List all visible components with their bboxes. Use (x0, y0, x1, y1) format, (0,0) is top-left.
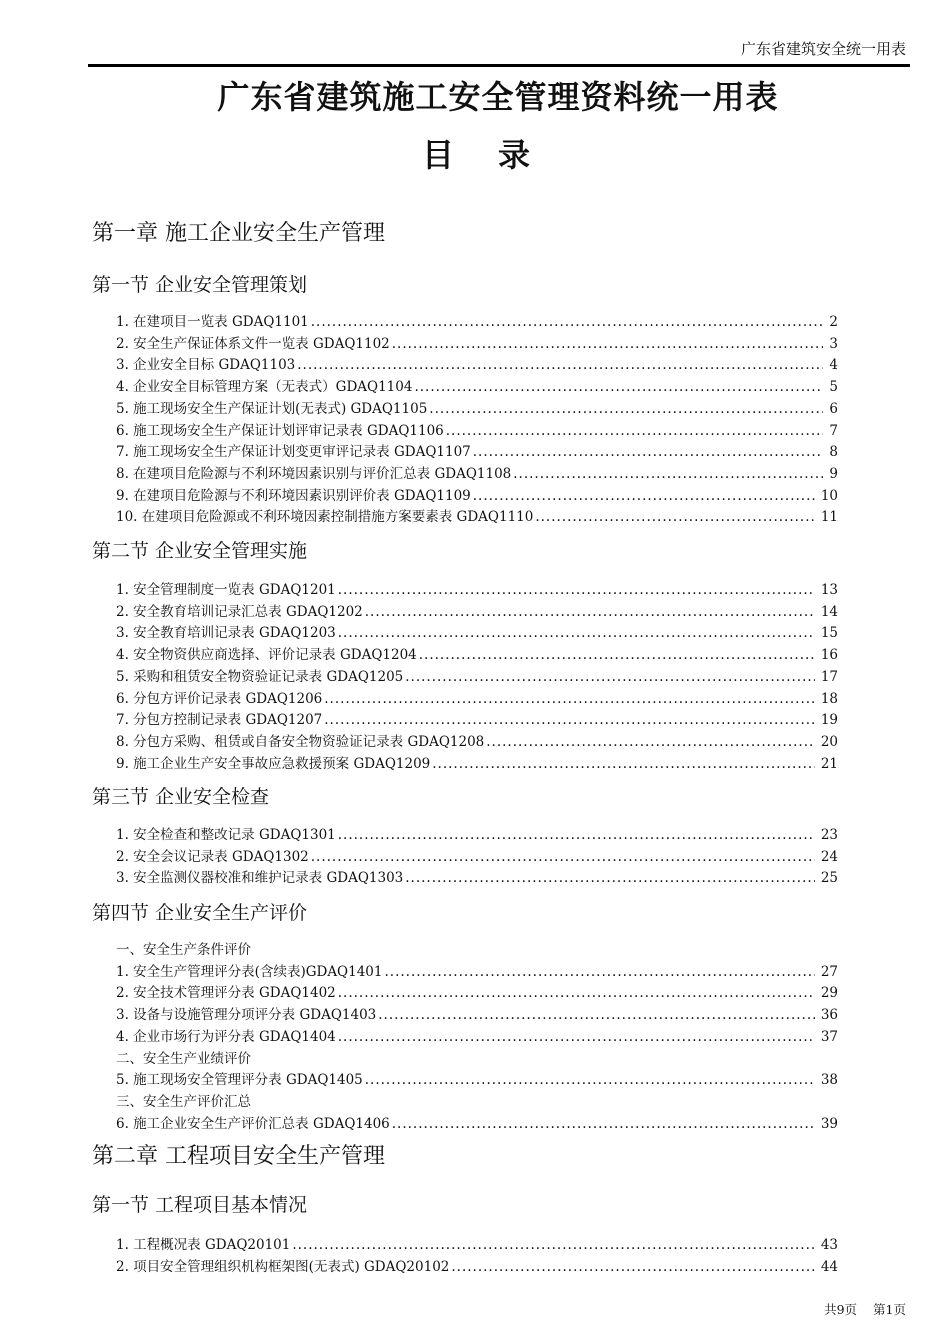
toc-entry[interactable] (116, 1070, 838, 1090)
toc-entry-text: 5. 采购和租赁安全物资验证记录表 GDAQ1205 (116, 668, 404, 685)
section-heading: 第三节 企业安全检查 (92, 786, 270, 808)
toc-entry-text: 4. 安全物资供应商选择、评价记录表 GDAQ1204 (116, 647, 417, 664)
toc-entry-text: 1. 安全管理制度一览表 GDAQ1201 (116, 582, 336, 598)
toc-entry-text: 8. 分包方采购、租赁或自备安全物资验证记录表 GDAQ1208 (116, 733, 485, 750)
dot-leader (365, 1070, 815, 1090)
toc-page-number: 29 (820, 985, 838, 1002)
toc-entry-text: 1. 工程概况表 GDAQ20101 (116, 1237, 291, 1253)
dot-leader (535, 507, 814, 527)
dot-leader (432, 754, 815, 774)
toc-entry-text: 2. 安全生产保证体系文件一览表 GDAQ1102 (116, 335, 390, 352)
toc-entry[interactable] (116, 355, 838, 375)
dot-leader (297, 355, 823, 375)
toc-page-number: 27 (820, 963, 838, 980)
toc-entry[interactable] (116, 421, 838, 441)
toc-entry[interactable] (116, 334, 838, 354)
toc-page-number: 38 (820, 1072, 838, 1089)
document-title: 广东省建筑施工安全管理资料统一用表 (217, 78, 779, 116)
toc-entry-text: 6. 施工企业安全生产评价汇总表 GDAQ1406 (116, 1115, 390, 1132)
dot-leader (338, 983, 815, 1003)
dot-leader (486, 732, 815, 752)
page-header: 广东省建筑安全统一用表 (740, 40, 906, 58)
chapter-heading: 第二章 工程项目安全生产管理 (92, 1144, 385, 1169)
toc-page-number: 4 (829, 357, 838, 374)
section-heading: 第一节 工程项目基本情况 (92, 1194, 308, 1216)
toc-entry[interactable] (116, 645, 838, 665)
dot-leader (311, 312, 824, 332)
section-heading: 第一节 企业安全管理策划 (92, 274, 308, 296)
dot-leader (338, 825, 815, 845)
toc-entry[interactable] (116, 507, 838, 527)
toc-page-number: 14 (820, 603, 838, 620)
toc-page-number: 21 (820, 755, 838, 772)
dot-leader (392, 334, 824, 354)
toc-entry[interactable] (116, 847, 838, 867)
dot-leader (414, 377, 823, 397)
dot-leader (365, 602, 815, 622)
toc-entry[interactable] (116, 1114, 838, 1134)
toc-entry-text: 4. 企业安全目标管理方案（无表式）GDAQ1104 (116, 379, 413, 396)
toc-entry[interactable] (116, 710, 838, 730)
toc-page-number: 10 (820, 487, 838, 504)
toc-entry[interactable] (116, 442, 838, 462)
toc-entry-text: 10. 在建项目危险源或不利环境因素控制措施方案要素表 GDAQ1110 (116, 509, 534, 526)
toc-page-number: 8 (829, 444, 838, 461)
toc-entry[interactable] (116, 1005, 838, 1025)
dot-leader (324, 689, 815, 709)
toc-entry[interactable] (116, 312, 838, 332)
toc-entry[interactable] (116, 377, 838, 397)
toc-page-number: 25 (820, 870, 838, 887)
toc-page-number: 23 (820, 827, 838, 843)
toc-entry[interactable] (116, 623, 838, 643)
toc-page-number: 7 (829, 422, 838, 439)
toc-page-number: 37 (820, 1028, 838, 1045)
toc-entry-text: 7. 施工现场安全生产保证计划变更审评记录表 GDAQ1107 (116, 444, 471, 461)
toc-page-number: 36 (820, 1007, 838, 1024)
toc-entry[interactable] (116, 464, 838, 484)
dot-leader (385, 962, 815, 982)
toc-entry[interactable] (116, 868, 838, 888)
dot-leader (451, 1257, 814, 1277)
toc-page-number: 2 (829, 314, 838, 330)
toc-entry-text: 9. 施工企业生产安全事故应急救援预案 GDAQ1209 (116, 755, 431, 772)
toc-page-number: 15 (820, 625, 838, 642)
group-label: 一、安全生产条件评价 (116, 942, 251, 958)
toc-entry[interactable] (116, 602, 838, 622)
chapter-heading: 第一章 施工企业安全生产管理 (92, 221, 385, 246)
dot-leader (338, 1027, 815, 1047)
total-pages: 共9页 (824, 1302, 858, 1317)
dot-leader (338, 623, 815, 643)
toc-entry-text: 2. 安全技术管理评分表 GDAQ1402 (116, 985, 336, 1002)
toc-entry-text: 6. 施工现场安全生产保证计划评审记录表 GDAQ1106 (116, 422, 444, 439)
dot-leader (338, 580, 815, 600)
toc-page-number: 9 (829, 465, 838, 482)
toc-entry-text: 4. 企业市场行为评分表 GDAQ1404 (116, 1028, 336, 1045)
toc-entry-text: 6. 分包方评价记录表 GDAQ1206 (116, 690, 323, 707)
toc-page-number: 20 (820, 733, 838, 750)
dot-leader (405, 868, 815, 888)
dot-leader (513, 464, 823, 484)
group-label: 三、安全生产评价汇总 (116, 1093, 251, 1110)
toc-entry[interactable] (116, 754, 838, 774)
dot-leader (292, 1235, 814, 1255)
dot-leader (419, 645, 815, 665)
toc-entry[interactable] (116, 962, 838, 982)
toc-entry-text: 2. 安全会议记录表 GDAQ1302 (116, 848, 309, 865)
section-heading: 第四节 企业安全生产评价 (92, 902, 308, 924)
toc-entry-text: 2. 项目安全管理组织机构框架图(无表式) GDAQ20102 (116, 1258, 450, 1275)
toc-heading: 目录 (421, 136, 574, 174)
dot-leader (473, 442, 824, 462)
toc-entry[interactable] (116, 732, 838, 752)
toc-page-number: 16 (820, 647, 838, 664)
dot-leader (392, 1114, 815, 1134)
toc-entry-text: 7. 分包方控制记录表 GDAQ1207 (116, 712, 323, 729)
toc-entry-text: 3. 安全教育培训记录表 GDAQ1203 (116, 625, 336, 642)
toc-page-number: 39 (820, 1115, 838, 1132)
toc-entry-text: 3. 安全监测仪器校准和维护记录表 GDAQ1303 (116, 870, 404, 887)
toc-page-number: 43 (820, 1237, 838, 1253)
toc-entry[interactable] (116, 1235, 838, 1255)
group-label: 二、安全生产业绩评价 (116, 1050, 251, 1067)
dot-leader (311, 847, 815, 867)
header-rule (88, 64, 910, 67)
toc-entry[interactable] (116, 399, 838, 419)
toc-page-number: 6 (829, 400, 838, 417)
toc-page-number: 3 (829, 335, 838, 352)
toc-entry-text: 9. 在建项目危险源与不利环境因素识别评价表 GDAQ1109 (116, 487, 471, 504)
dot-leader (446, 421, 824, 441)
toc-entry-text: 5. 施工现场安全生产保证计划(无表式) GDAQ1105 (116, 400, 428, 417)
toc-page-number: 19 (820, 712, 838, 729)
current-page: 第1页 (873, 1302, 906, 1317)
toc-entry[interactable] (116, 1257, 838, 1277)
toc-page-number: 44 (820, 1258, 838, 1275)
dot-leader (405, 667, 815, 687)
toc-entry[interactable] (116, 689, 838, 709)
toc-page-number: 11 (820, 509, 838, 526)
toc-page-number: 17 (820, 668, 838, 685)
toc-entry-text: 3. 设备与设施管理分项评分表 GDAQ1403 (116, 1007, 377, 1024)
toc-entry[interactable] (116, 825, 838, 845)
toc-page-number: 18 (820, 690, 838, 707)
toc-entry-text: 8. 在建项目危险源与不利环境因素识别与评价汇总表 GDAQ1108 (116, 465, 512, 482)
toc-entry[interactable] (116, 580, 838, 600)
toc-entry-text: 1. 在建项目一览表 GDAQ1101 (116, 314, 309, 330)
toc-entry-text: 1. 安全检查和整改记录 GDAQ1301 (116, 827, 336, 843)
toc-entry-text: 3. 企业安全目标 GDAQ1103 (116, 357, 296, 374)
page-footer (812, 1300, 906, 1318)
section-heading: 第二节 企业安全管理实施 (92, 540, 308, 562)
toc-entry[interactable] (116, 486, 838, 506)
toc-entry[interactable] (116, 983, 838, 1003)
dot-leader (429, 399, 823, 419)
toc-entry[interactable] (116, 667, 838, 687)
toc-entry-text: 5. 施工现场安全管理评分表 GDAQ1405 (116, 1072, 363, 1089)
dot-leader (378, 1005, 815, 1025)
toc-entry-text: 2. 安全教育培训记录汇总表 GDAQ1202 (116, 603, 363, 620)
toc-entry[interactable] (116, 1027, 838, 1047)
toc-page-number: 24 (820, 848, 838, 865)
toc-page-number: 5 (829, 379, 838, 396)
toc-entry-text: 1. 安全生产管理评分表(含续表)GDAQ1401 (116, 963, 383, 980)
dot-leader (473, 486, 815, 506)
dot-leader (324, 710, 815, 730)
toc-page-number: 13 (820, 582, 838, 598)
